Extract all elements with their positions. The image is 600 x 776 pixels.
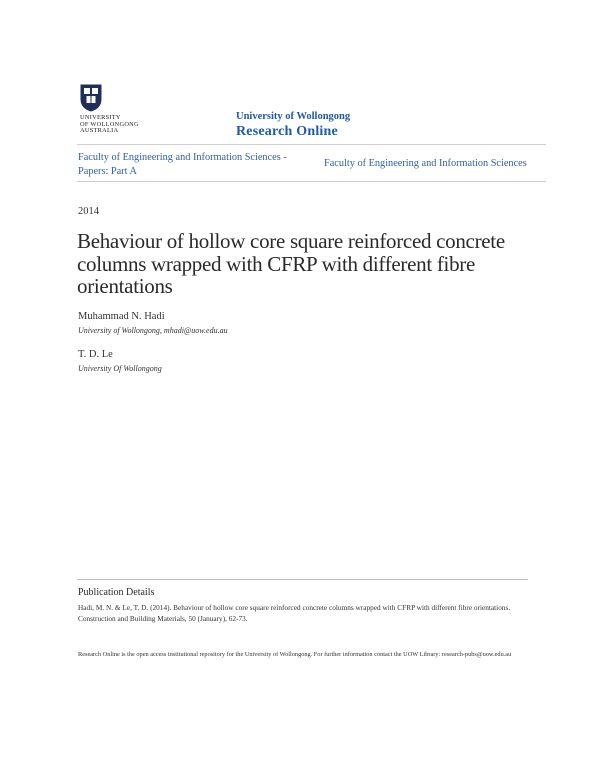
- publication-year: 2014: [78, 206, 99, 217]
- author-name: Muhammad N. Hadi: [78, 311, 165, 322]
- publication-details-heading: Publication Details: [78, 587, 155, 598]
- repository-header[interactable]: [236, 110, 350, 140]
- top-divider: [77, 144, 546, 145]
- publication-details-text: Hadi, M. N. & Le, T. D. (2014). Behaviour of hollow core square reinforced concrete columns wrapped with CFRP with different fibre orientations. Construction and Building Materials, 50 (January), 62-73.: [78, 603, 511, 623]
- faculty-papers-link-line1: Faculty of Engineering and Information Sciences -: [78, 152, 287, 163]
- faculty-papers-link-line2: Papers: Part A: [78, 166, 137, 177]
- nav-divider: [77, 181, 546, 182]
- paper-title: Behaviour of hollow core square reinforced concrete columns wrapped with CFRP with different fibre orientations: [77, 229, 505, 298]
- repository-name[interactable]: Research Online: [236, 124, 338, 139]
- author-affiliation: University of Wollongong, mhadi@uow.edu.au: [78, 326, 228, 335]
- crest-icon: [80, 84, 102, 112]
- publication-divider: [77, 579, 528, 580]
- repository-footer-note: Research Online is the open access institutional repository for the University of Wollongong. For further information contact the UOW Library: research-pubs@uow.edu.au: [78, 651, 512, 658]
- author-affiliation: University Of Wollongong: [78, 364, 162, 373]
- university-logo[interactable]: [78, 84, 150, 138]
- faculty-link[interactable]: Faculty of Engineering and Information Sciences: [324, 158, 527, 169]
- author-name: T. D. Le: [78, 349, 113, 360]
- faculty-papers-link[interactable]: [78, 151, 313, 179]
- repository-university[interactable]: University of Wollongong: [236, 111, 351, 122]
- logo-wordmark: UNIVERSITY OF WOLLONGONG AUSTRALIA: [80, 114, 139, 135]
